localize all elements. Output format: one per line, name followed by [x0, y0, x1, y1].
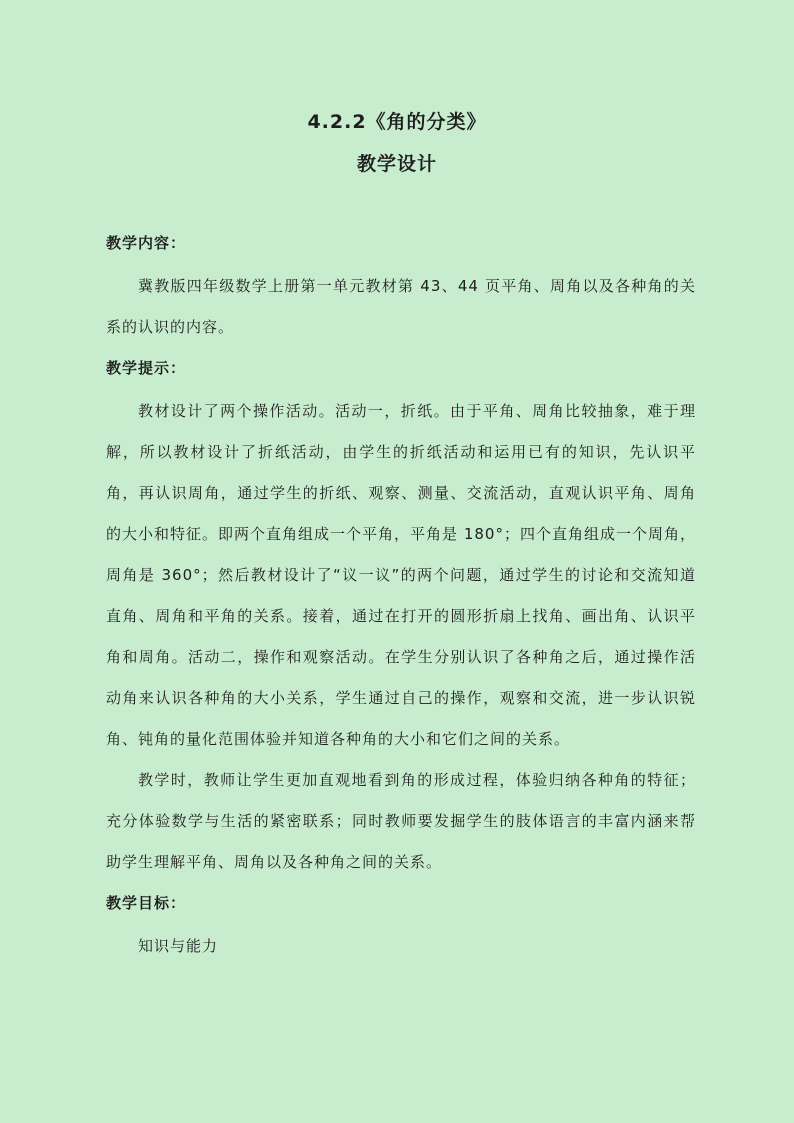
paragraph-hint-1: 教材设计了两个操作活动。活动一，折纸。由于平角、周角比较抽象，难于理解，所以教材设计了折纸活动，由学生的折纸活动和运用已有的知识，先认识平角，再认识周角，通过学生的折纸、观察、测量、交流活动，直观认识平角、周角的大小和特征。即两个直角组成一个平角，平角是 180°；四个直角组成一个周角，周角是 360°；然后教材设计了“议一议”的两个问题，通过学生的讨论和交流知道直角、周角和平角的关系。接着，通过在打开的圆形折扇上找角、画出角、认识平角和周角。活动二，操作和观察活动。在学生分别认识了各种角之后，通过操作活动角来认识各种角的大小关系，学生通过自己的操作，观察和交流，进一步认识锐角、钝角的量化范围体验并知道各种角的大小和它们之间的关系。 — [106, 402, 696, 748]
document-body — [106, 233, 696, 967]
section-heading-content: 教学内容： — [106, 234, 187, 252]
paragraph-goal-sub: 知识与能力 — [138, 937, 219, 955]
document-title: 4.2.2《角的分类》 — [307, 111, 487, 133]
section-heading-goal: 教学目标： — [106, 894, 187, 912]
section-heading-hint: 教学提示： — [106, 359, 187, 377]
paragraph-content: 冀教版四年级数学上册第一单元教材第 43、44 页平角、周角以及各种角的关系的认识的内容。 — [106, 277, 696, 336]
document-subtitle: 教学设计 — [356, 153, 437, 175]
paragraph-hint-2: 教学时，教师让学生更加直观地看到角的形成过程，体验归纳各种角的特征；充分体验数学与生活的紧密联系；同时教师要发掘学生的肢体语言的丰富内涵来帮助学生理解平角、周角以及各种角之间的关系。 — [106, 771, 696, 871]
